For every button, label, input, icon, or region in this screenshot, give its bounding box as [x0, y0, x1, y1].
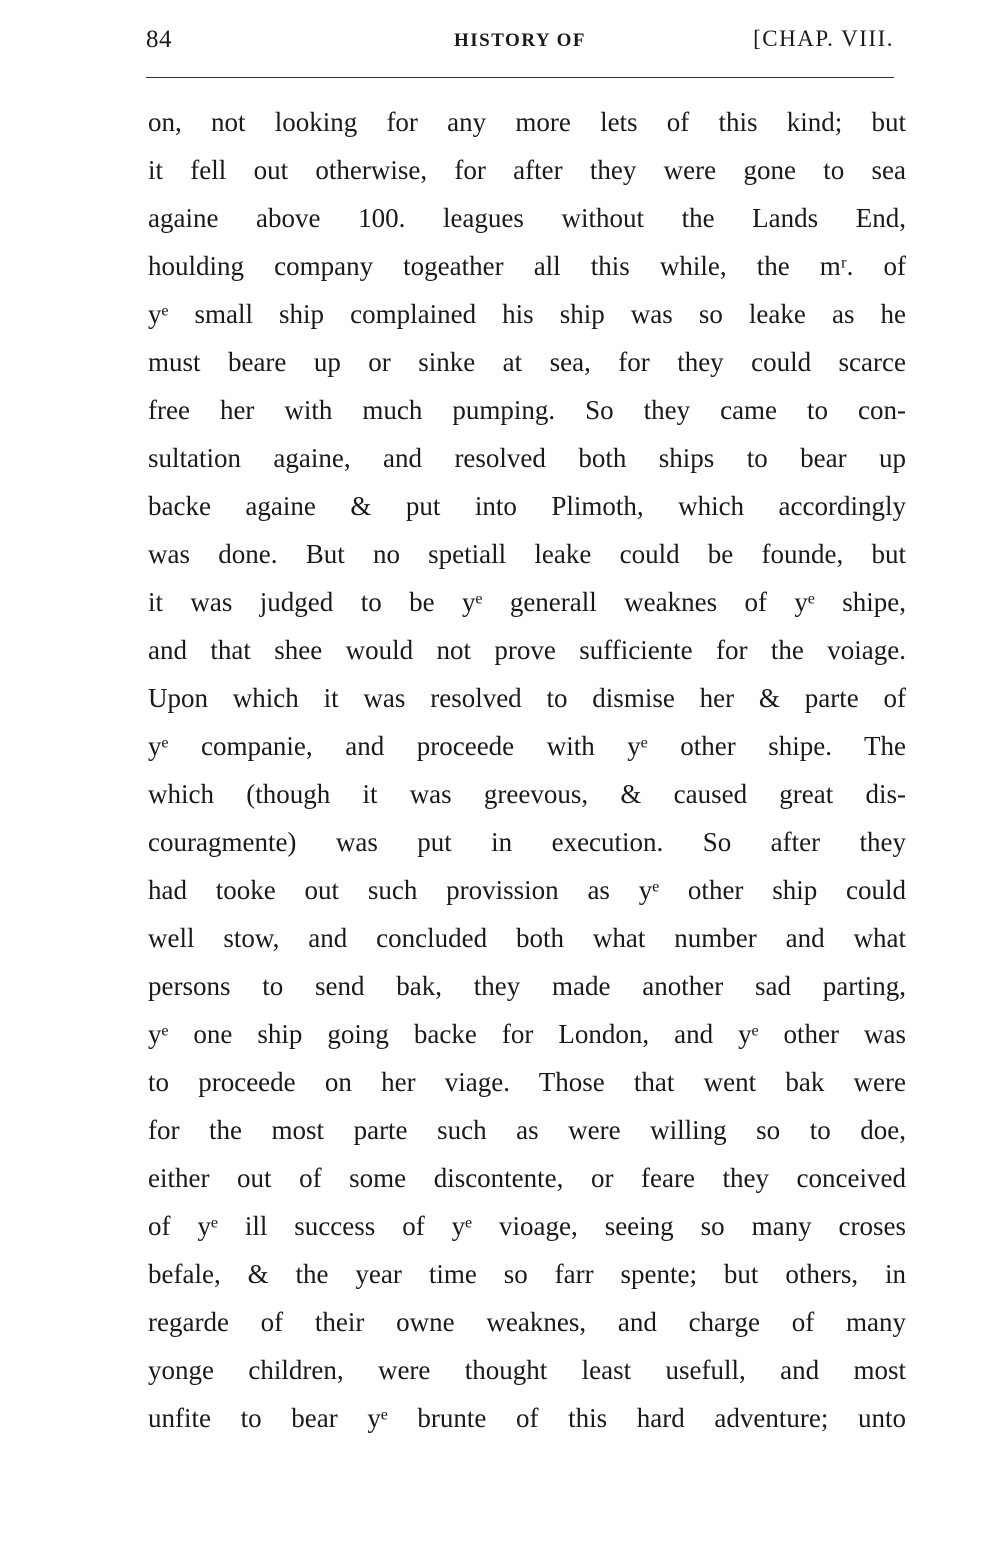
text-line: to proceede on her viage. Those that went bak were: [148, 1067, 906, 1097]
text-line: it was judged to be yᵉ generall weaknes of yᵉ shipe,: [148, 587, 906, 617]
text-line: againe above 100. leagues without the Lands End,: [148, 203, 906, 233]
text-line: must beare up or sinke at sea, for they could scarce: [148, 347, 906, 377]
text-line: which (though it was greevous, & caused great dis-: [148, 779, 906, 809]
body-text: [148, 98, 906, 1442]
page-header: [146, 22, 894, 62]
running-head: HISTORY OF: [453, 30, 587, 51]
text-line: free her with much pumping. So they came to con-: [148, 395, 906, 425]
text-line: backe againe & put into Plimoth, which accordingly: [148, 491, 906, 521]
text-line: befale, & the year time so farr spente; but others, in: [148, 1259, 906, 1289]
text-line: had tooke out such provission as yᵉ other ship could: [148, 875, 906, 905]
text-line: and that shee would not prove sufficiente for the voiage.: [148, 635, 906, 665]
text-line: of yᵉ ill success of yᵉ vioage, seeing so many croses: [148, 1211, 906, 1241]
text-line: couragmente) was put in execution. So after they: [148, 827, 906, 857]
text-line: was done. But no spetiall leake could be founde, but: [148, 539, 906, 569]
text-line: for the most parte such as were willing so to doe,: [148, 1115, 906, 1145]
text-line: yonge children, were thought least usefull, and most: [148, 1355, 906, 1385]
text-line: houlding company togeather all this while, the mʳ. of: [148, 251, 906, 281]
text-line: it fell out otherwise, for after they were gone to sea: [148, 155, 906, 185]
page-number: 84: [146, 26, 172, 53]
text-line: sultation againe, and resolved both ships to bear up: [148, 443, 906, 473]
text-line: yᵉ one ship going backe for London, and yᵉ other was: [148, 1019, 906, 1049]
text-line: regarde of their owne weaknes, and charge of many: [148, 1307, 906, 1337]
text-line: Upon which it was resolved to dismise her & parte of: [148, 683, 906, 713]
text-line: yᵉ companie, and proceede with yᵉ other shipe. The: [148, 731, 906, 761]
text-line: either out of some discontente, or feare they conceived: [148, 1163, 906, 1193]
text-line: unfite to bear yᵉ brunte of this hard adventure; unto: [148, 1403, 906, 1433]
text-line: well stow, and concluded both what number and what: [148, 923, 906, 953]
text-line: on, not looking for any more lets of this kind; but: [148, 107, 906, 137]
header-rule: [146, 77, 894, 78]
text-line: yᵉ small ship complained his ship was so leake as he: [148, 299, 906, 329]
chapter-label: [CHAP. VIII.: [753, 26, 894, 51]
text-line: persons to send bak, they made another sad parting,: [148, 971, 906, 1001]
